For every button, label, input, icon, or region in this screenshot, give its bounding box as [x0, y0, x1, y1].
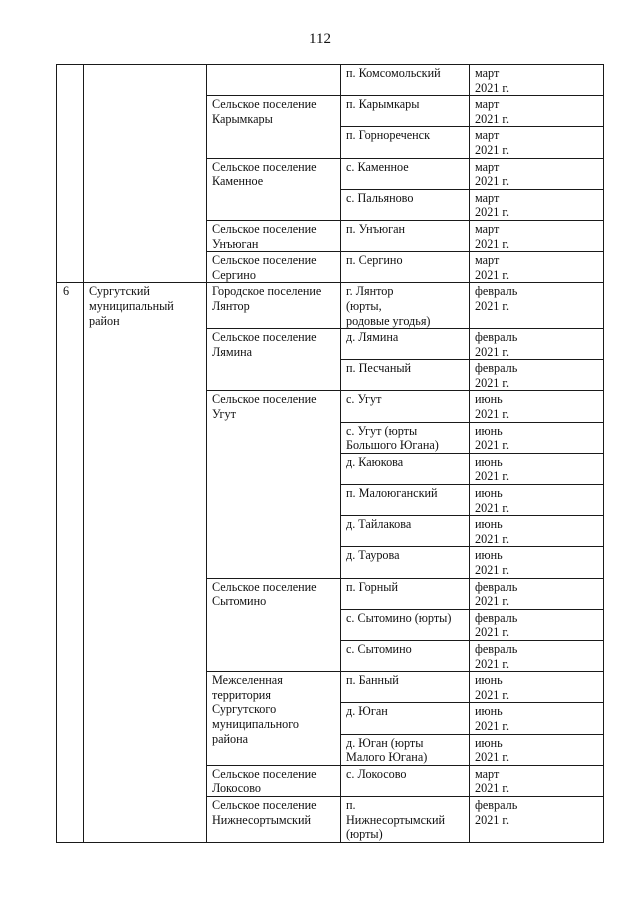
- locality-name-cell-line: с. Сытомино (юрты): [346, 610, 452, 625]
- locality-name-cell-line: (юрты,: [346, 298, 382, 313]
- date-cell-line: 2021 г.: [475, 687, 510, 702]
- locality-name-cell-line: с. Каменное: [346, 159, 409, 174]
- locality-name-cell-line: г. Лянтор: [346, 284, 394, 299]
- locality-name-cell: [341, 96, 470, 127]
- date-cell-line: февраль: [475, 284, 518, 299]
- locality-name-cell-line: (юрты): [346, 827, 383, 842]
- date-cell: [470, 189, 604, 220]
- settlement-name-cell-line: Сытомино: [212, 594, 267, 609]
- date-cell-line: 2021 г.: [475, 80, 510, 95]
- date-cell: [470, 220, 604, 251]
- locality-name-cell: [341, 672, 470, 703]
- date-cell: [470, 485, 604, 516]
- date-cell-line: март: [475, 159, 500, 174]
- date-cell: [470, 516, 604, 547]
- settlement-name-cell: [207, 796, 341, 842]
- settlement-name-cell: [207, 158, 341, 220]
- locality-name-cell: [341, 516, 470, 547]
- date-cell-line: февраль: [475, 579, 518, 594]
- date-cell: [470, 252, 604, 283]
- date-cell-line: 2021 г.: [475, 174, 510, 189]
- date-cell: [470, 283, 604, 329]
- district-name-cell-line: муниципальный: [89, 298, 174, 313]
- locality-name-cell: [341, 422, 470, 453]
- date-cell-line: 2021 г.: [475, 563, 510, 577]
- date-cell-line: февраль: [475, 797, 518, 812]
- settlement-name-cell-line: Угут: [212, 407, 236, 422]
- date-cell: [470, 329, 604, 360]
- locality-name-cell-line: д. Юган (юрты: [346, 735, 424, 750]
- locality-name-cell: [341, 283, 470, 329]
- date-cell: [470, 703, 604, 734]
- locality-name-cell: [341, 127, 470, 158]
- date-cell-line: март: [475, 253, 500, 268]
- date-cell-line: 2021 г.: [475, 812, 510, 827]
- locality-name-cell-line: с. Угут (юрты: [346, 423, 418, 438]
- settlement-name-cell-line: Сургутского: [212, 702, 277, 717]
- settlement-name-cell-line: Сельское поселение: [212, 159, 317, 174]
- settlement-name-cell: [207, 578, 341, 672]
- date-cell: [470, 422, 604, 453]
- district-number-cell-text: 6: [63, 284, 70, 299]
- locality-name-cell-line: п. Комсомольский: [346, 66, 441, 80]
- date-cell-line: июнь: [475, 517, 503, 532]
- locality-name-cell: [341, 640, 470, 671]
- locality-name-cell: [341, 360, 470, 391]
- settlement-name-cell-line: Локосово: [212, 781, 262, 796]
- date-cell-line: март: [475, 190, 500, 205]
- settlement-name-cell: [207, 283, 341, 329]
- settlement-name-cell-line: Сельское поселение: [212, 766, 317, 781]
- date-cell-line: февраль: [475, 641, 518, 656]
- date-cell-line: июнь: [475, 423, 503, 438]
- locality-name-cell: [341, 453, 470, 484]
- district-name-cell-line: район: [89, 313, 120, 328]
- locality-name-cell: [341, 65, 470, 96]
- date-cell-line: март: [475, 221, 500, 236]
- date-cell-line: 2021 г.: [475, 594, 510, 609]
- date-cell-line: март: [475, 766, 500, 781]
- settlement-name-cell-line: Сельское поселение: [212, 392, 317, 407]
- locality-name-cell: [341, 391, 470, 422]
- table-row: [57, 65, 604, 96]
- date-cell: [470, 640, 604, 671]
- date-cell-line: 2021 г.: [475, 298, 510, 313]
- locality-name-cell-line: п. Карымкары: [346, 97, 420, 112]
- settlement-name-cell: [207, 672, 341, 766]
- locality-name-cell-line: с. Сытомино: [346, 641, 412, 656]
- date-cell-line: июнь: [475, 735, 503, 750]
- settlement-name-cell: [207, 765, 341, 796]
- date-cell-line: 2021 г.: [475, 500, 510, 515]
- date-cell-line: февраль: [475, 330, 518, 345]
- settlement-name-cell-line: Сельское поселение: [212, 97, 317, 112]
- date-cell: [470, 391, 604, 422]
- settlement-name-cell: [207, 329, 341, 391]
- locality-name-cell-line: п. Унъюган: [346, 221, 406, 236]
- locality-name-cell-line: д. Таурова: [346, 548, 400, 563]
- locality-name-cell: [341, 485, 470, 516]
- date-cell-line: 2021 г.: [475, 718, 510, 733]
- locality-name-cell: [341, 547, 470, 578]
- schedule-table-body: [57, 65, 604, 843]
- schedule-table: [56, 64, 604, 843]
- date-cell-line: февраль: [475, 361, 518, 376]
- date-cell: [470, 796, 604, 842]
- date-cell: [470, 158, 604, 189]
- date-cell-line: 2021 г.: [475, 267, 510, 282]
- page-number: 112: [309, 31, 331, 47]
- settlement-name-cell: [207, 96, 341, 158]
- date-cell-line: июнь: [475, 548, 503, 563]
- date-cell: [470, 672, 604, 703]
- date-cell-line: 2021 г.: [475, 344, 510, 359]
- locality-name-cell-line: д. Каюкова: [346, 454, 404, 469]
- table-row: [57, 283, 604, 329]
- date-cell: [470, 65, 604, 96]
- locality-name-cell: [341, 609, 470, 640]
- locality-name-cell-line: с. Угут: [346, 392, 382, 407]
- date-cell-line: 2021 г.: [475, 469, 510, 484]
- date-cell: [470, 96, 604, 127]
- locality-name-cell-line: п. Песчаный: [346, 361, 412, 376]
- date-cell-line: март: [475, 97, 500, 112]
- settlement-name-cell-line: Нижнесортымский: [212, 812, 312, 827]
- date-cell-line: 2021 г.: [475, 781, 510, 796]
- settlement-name-cell: [207, 65, 341, 96]
- locality-name-cell-line: с. Пальяново: [346, 190, 414, 205]
- locality-name-cell-line: с. Локосово: [346, 766, 407, 781]
- date-cell-line: 2021 г.: [475, 205, 510, 220]
- locality-name-cell: [341, 578, 470, 609]
- date-cell-line: февраль: [475, 610, 518, 625]
- locality-name-cell-line: п. Малоюганский: [346, 486, 438, 501]
- locality-name-cell-line: Малого Югана): [346, 750, 428, 765]
- date-cell: [470, 609, 604, 640]
- settlement-name-cell-line: Карымкары: [212, 111, 273, 126]
- settlement-name-cell-line: Сельское поселение: [212, 330, 317, 345]
- locality-name-cell-line: родовые угодья): [346, 313, 431, 328]
- date-cell-line: 2021 г.: [475, 236, 510, 251]
- date-cell: [470, 127, 604, 158]
- date-cell-line: 2021 г.: [475, 375, 510, 390]
- date-cell-line: 2021 г.: [475, 656, 510, 671]
- date-cell: [470, 360, 604, 391]
- date-cell-line: июнь: [475, 486, 503, 501]
- settlement-name-cell-line: территория: [212, 687, 271, 702]
- date-cell-line: 2021 г.: [475, 750, 510, 765]
- locality-name-cell: [341, 703, 470, 734]
- settlement-name-cell-line: Городское поселение: [212, 284, 322, 299]
- locality-name-cell: [341, 220, 470, 251]
- date-cell: [470, 765, 604, 796]
- locality-name-cell-line: д. Юган: [346, 704, 388, 719]
- locality-name-cell: [341, 734, 470, 765]
- locality-name-cell-line: п. Горный: [346, 579, 399, 594]
- date-cell-line: 2021 г.: [475, 625, 510, 640]
- date-cell-line: 2021 г.: [475, 531, 510, 546]
- locality-name-cell-line: д. Тайлакова: [346, 517, 412, 532]
- locality-name-cell-line: Большого Югана): [346, 438, 439, 453]
- district-name-cell-line: Сургутский: [89, 284, 150, 299]
- date-cell: [470, 578, 604, 609]
- settlement-name-cell: [207, 252, 341, 283]
- locality-name-cell-line: Нижнесортымский: [346, 812, 446, 827]
- settlement-name-cell-line: муниципального: [212, 716, 299, 731]
- settlement-name-cell: [207, 391, 341, 578]
- date-cell-line: 2021 г.: [475, 407, 510, 422]
- settlement-name-cell-line: Лянтор: [212, 298, 250, 313]
- locality-name-cell-line: п. Горнореченск: [346, 128, 430, 143]
- district-number-cell: [57, 283, 84, 842]
- locality-name-cell: [341, 158, 470, 189]
- locality-name-cell-line: п. Банный: [346, 673, 399, 688]
- date-cell: [470, 734, 604, 765]
- date-cell-line: март: [475, 128, 500, 143]
- district-name-cell: [84, 283, 207, 842]
- date-cell-line: 2021 г.: [475, 142, 510, 157]
- locality-name-cell-line: п. Сергино: [346, 253, 403, 268]
- date-cell: [470, 547, 604, 578]
- locality-name-cell-line: д. Лямина: [346, 330, 399, 345]
- district-number-cell: [57, 65, 84, 283]
- settlement-name-cell-line: Межселенная: [212, 673, 283, 688]
- locality-name-cell: [341, 329, 470, 360]
- date-cell-line: март: [475, 66, 500, 80]
- settlement-name-cell-line: Сельское поселение: [212, 221, 317, 236]
- district-name-cell: [84, 65, 207, 283]
- date-cell-line: июнь: [475, 392, 503, 407]
- settlement-name-cell-line: Каменное: [212, 174, 264, 189]
- date-cell-line: июнь: [475, 454, 503, 469]
- date-cell-line: июнь: [475, 704, 503, 719]
- date-cell-line: 2021 г.: [475, 438, 510, 453]
- settlement-name-cell: [207, 220, 341, 251]
- settlement-name-cell-line: Сельское поселение: [212, 253, 317, 268]
- settlement-name-cell-line: района: [212, 731, 249, 746]
- settlement-name-cell-line: Сельское поселение: [212, 579, 317, 594]
- settlement-name-cell-line: Сельское поселение: [212, 797, 317, 812]
- settlement-name-cell-line: Сергино: [212, 267, 256, 282]
- locality-name-cell-line: п.: [346, 797, 356, 812]
- locality-name-cell: [341, 796, 470, 842]
- date-cell-line: 2021 г.: [475, 111, 510, 126]
- locality-name-cell: [341, 765, 470, 796]
- date-cell-line: июнь: [475, 673, 503, 688]
- locality-name-cell: [341, 252, 470, 283]
- locality-name-cell: [341, 189, 470, 220]
- settlement-name-cell-line: Лямина: [212, 344, 253, 359]
- date-cell: [470, 453, 604, 484]
- settlement-name-cell-line: Унъюган: [212, 236, 259, 251]
